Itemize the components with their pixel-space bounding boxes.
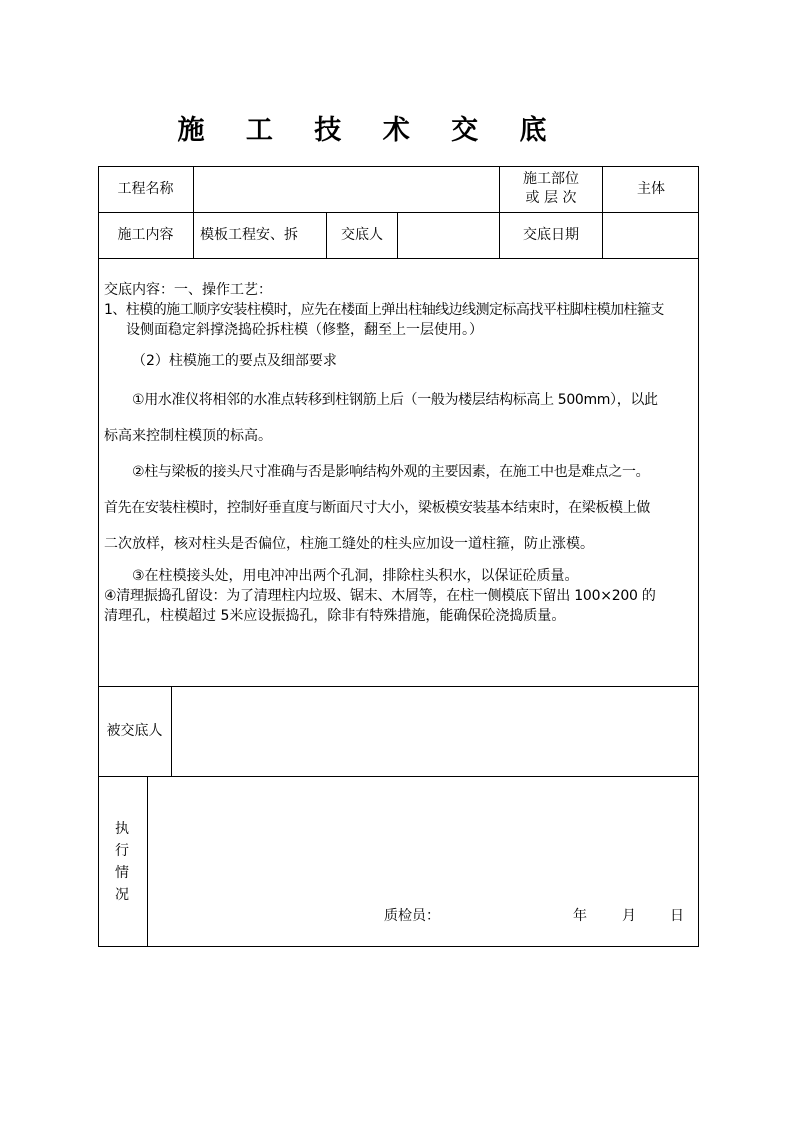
location-label-line2: 或 层 次 [525,190,577,206]
execution-label-char: 行 [115,843,129,859]
content-line: 1、柱模的施工顺序安装柱模时，应先在楼面上弹出柱轴线边线测定标高找平柱脚柱模加柱箍支 [104,302,664,318]
project-name-value[interactable] [194,166,505,212]
content-line: 首先在安装柱模时，控制好垂直度与断面尺寸大小，梁板模安装基本结束时，在梁板模上做 [104,500,650,516]
recipient-value[interactable] [172,686,705,776]
month-label: 月 [622,908,636,924]
location-label [500,166,602,212]
content-line: 设侧面稳定斜撑浇捣砼拆柱模（修整，翻至上一层使用。） [126,322,483,338]
location-label-line1: 施工部位 [523,171,579,187]
execution-label [112,818,132,906]
project-name-label: 工程名称 [117,180,174,197]
disclosure-content [104,280,696,626]
content-line: 交底内容：一、操作工艺： [104,282,272,298]
execution-label-char: 况 [115,887,129,903]
content-value[interactable]: 模板工程安、拆 [200,226,298,243]
content-line: （2）柱模施工的要点及细部要求 [132,353,337,369]
year-label: 年 [573,908,587,924]
content-line: 二次放样，核对柱头是否偏位，柱施工缝处的柱头应加设一道柱箍，防止涨模。 [104,536,594,552]
content-label: 施工内容 [117,226,174,243]
content-line: 标高来控制柱模顶的标高。 [104,428,272,444]
inspector-label: 质检员： [384,908,440,924]
content-line: 清理孔，柱模超过 5米应设振捣孔，除非有特殊措施，能确保砼浇捣质量。 [104,608,566,624]
content-line: ③在柱模接头处，用电冲冲出两个孔洞，排除柱头积水，以保证砼质量。 [132,568,579,584]
content-line: ②柱与梁板的接头尺寸准确与否是影响结构外观的主要因素，在施工中也是难点之一。 [132,464,650,480]
date-label: 交底日期 [523,226,579,243]
day-label: 日 [670,908,684,924]
col-divider [147,776,148,946]
discloser-value[interactable] [398,212,505,258]
row-divider [98,776,699,777]
content-line: ④清理振捣孔留设：为了清理柱内垃圾、锯末、木屑等，在柱一侧模底下留出 100×200 的 [104,588,656,604]
row-divider [98,258,699,259]
discloser-label: 交底人 [341,226,383,243]
recipient-label: 被交底人 [106,722,163,739]
page-title: 施 工 技 术 交 底 [177,115,563,146]
execution-label-char: 情 [115,865,129,881]
date-value[interactable] [603,212,699,258]
content-line: ①用水准仪将相邻的水准点转移到柱钢筋上后（一般为楼层结构标高上 500mm），以此 [132,392,658,408]
location-value[interactable]: 主体 [637,180,665,197]
execution-label-char: 执 [115,821,129,837]
